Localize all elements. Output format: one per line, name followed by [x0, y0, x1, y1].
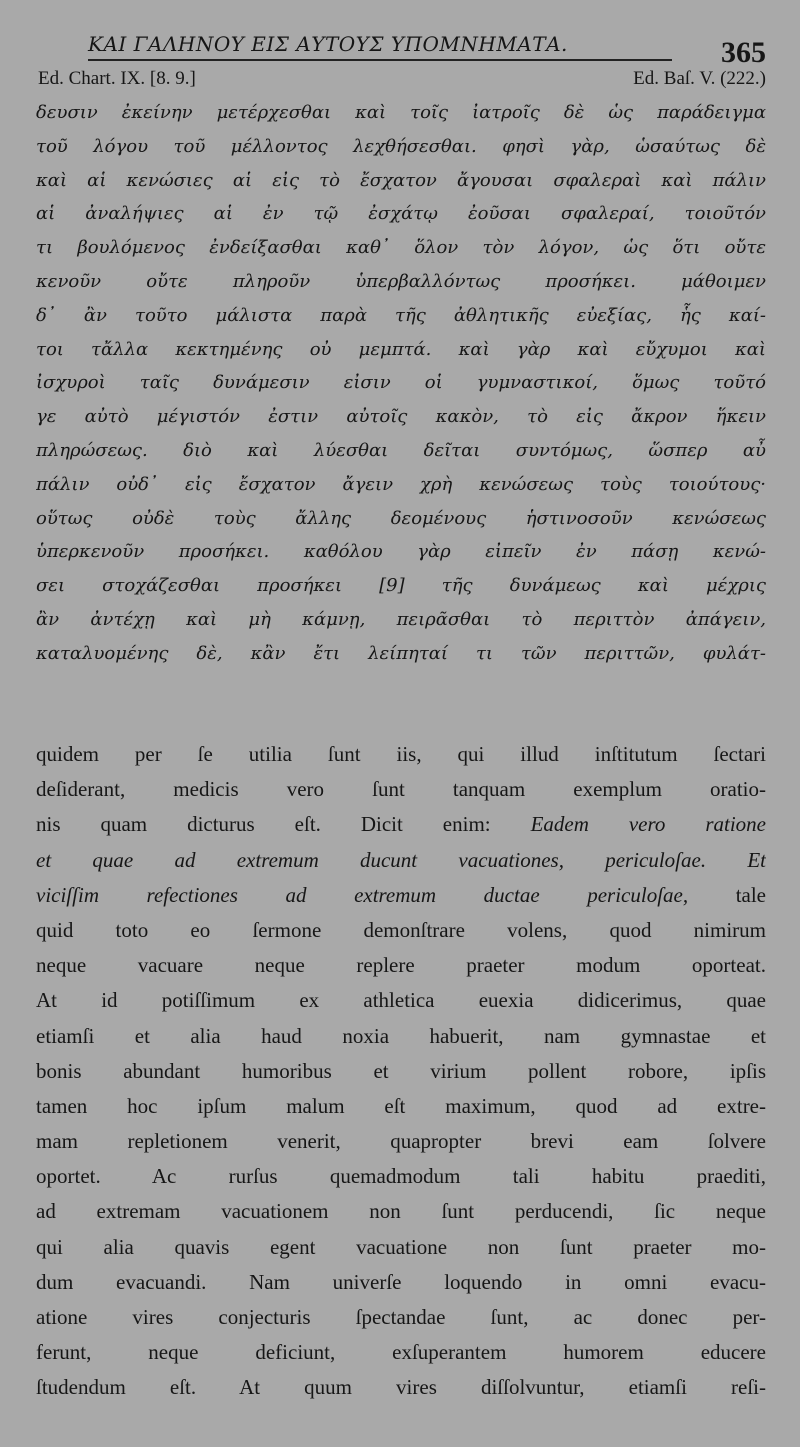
- latin-text-segment: qui alia quavis egent vacuatione non ſunt praeter mo-: [36, 1234, 766, 1259]
- latin-text-segment: bonis abundant humoribus et virium pollent robore, ipſis: [36, 1058, 766, 1083]
- latin-text-block: [36, 737, 766, 1406]
- latin-text-segment: oportet. Ac rurſus quemadmodum tali habitu praediti,: [36, 1164, 766, 1189]
- latin-text-segment: mam repletionem venerit, quapropter brevi eam ſolvere: [36, 1129, 766, 1154]
- latin-text-segment: tale: [688, 882, 766, 907]
- latin-text-segment: quid toto eo ſermone demonſtrare volens, quod nimirum: [36, 917, 766, 942]
- latin-text-segment: ad extremam vacuationem non ſunt perducendi, ſic neque: [36, 1199, 766, 1224]
- latin-text-line: [36, 807, 766, 842]
- running-head-rule: [88, 59, 672, 61]
- latin-text-line: [36, 1159, 766, 1194]
- latin-text-line: [36, 772, 766, 807]
- latin-text-segment: atione vires conjecturis ſpectandae ſunt, ac donec per-: [36, 1305, 766, 1329]
- edition-reference-left: Ed. Chart. IX. [8. 9.]: [38, 68, 196, 89]
- greek-text-line: γε αὐτὸ μέγιστόν ἐστιν αὐτοῖς κακὸν, τὸ εἰς ἄκρον ἥκειν: [36, 406, 766, 428]
- latin-text-line: [36, 878, 766, 913]
- greek-text-line: πάλιν οὐδ᾽ εἰς ἔσχατον ἄγειν χρὴ κενώσεως τοὺς τοιούτους·: [36, 473, 766, 495]
- latin-text-segment: tamen hoc ipſum malum eſt maximum, quod ad extre-: [36, 1093, 766, 1118]
- latin-text-line: [36, 1230, 766, 1265]
- greek-text-line: πληρώσεως. διὸ καὶ λύεσθαι δεῖται συντόμως, ὥσπερ αὖ: [36, 439, 766, 461]
- greek-text-line: ἂν ἀντέχῃ καὶ μὴ κάμνῃ, πειρᾶσθαι τὸ περιττὸν ἀπάγειν,: [36, 608, 766, 630]
- greek-text-line: δ᾽ ἂν τοῦτο μάλιστα παρὰ τῆς ἀθλητικῆς εὐεξίας, ἧς καί-: [36, 304, 766, 326]
- greek-text-line: κενοῦν οὔτε πληροῦν ὑπερβαλλόντως προσήκει. μάθοιμεν: [36, 270, 766, 292]
- latin-text-segment: deſiderant, medicis vero ſunt tanquam exemplum oratio-: [36, 777, 766, 802]
- latin-text-segment: nis quam dicturus eſt. Dicit enim:: [36, 812, 531, 837]
- latin-text-segment: neque vacuare neque replere praeter modum oporteat.: [36, 953, 766, 978]
- latin-text-line: [36, 1194, 766, 1229]
- greek-text-line: καὶ αἱ κενώσιες αἱ εἰς τὸ ἔσχατον ἄγουσαι σφαλεραὶ καὶ πάλιν: [36, 169, 766, 191]
- latin-text-line: [36, 983, 766, 1018]
- latin-text-line: [36, 1089, 766, 1124]
- edition-reference-right: Ed. Baſ. V. (222.): [633, 68, 766, 89]
- latin-text-line: [36, 1019, 766, 1054]
- latin-text-line: [36, 913, 766, 948]
- latin-text-segment: quidem per ſe utilia ſunt iis, qui illud inſtitutum ſectari: [36, 742, 766, 766]
- page-number: 365: [721, 36, 766, 69]
- latin-text-segment: ſtudendum eſt. At quum vires diſſolvuntur, etiamſi reſi-: [36, 1375, 766, 1400]
- greek-text-block: [36, 96, 766, 671]
- italic-quotation: Eadem vero ratione: [530, 812, 766, 837]
- latin-text-line: [36, 737, 766, 772]
- greek-text-line: τοι τἄλλα κεκτημένης οὐ μεμπτά. καὶ γὰρ καὶ εὔχυμοι καὶ: [36, 338, 766, 360]
- latin-text-line: [36, 948, 766, 983]
- latin-text-line: [36, 1300, 766, 1335]
- latin-text-segment: dum evacuandi. Nam univerſe loquendo in omni evacu-: [36, 1269, 766, 1294]
- latin-text-line: [36, 1265, 766, 1300]
- latin-text-line: [36, 1370, 766, 1405]
- greek-text-line: δευσιν ἐκείνην μετέρχεσθαι καὶ τοῖς ἰατροῖς δὲ ὡς παράδειγμα: [36, 102, 766, 123]
- latin-text-segment: ferunt, neque deficiunt, exſuperantem humorem educere: [36, 1340, 766, 1365]
- latin-text-line: [36, 1054, 766, 1089]
- running-head: [0, 30, 800, 70]
- greek-text-line: καταλυομένης δὲ, κἂν ἔτι λείπηταί τι τῶν περιττῶν, φυλάτ-: [36, 642, 766, 664]
- greek-text-line: τι βουλόμενος ἐνδείξασθαι καθ᾽ ὅλον τὸν λόγον, ὡς ὅτι οὔτε: [36, 237, 766, 259]
- greek-text-line: τοῦ λόγου τοῦ μέλλοντος λεχθήσεσθαι. φησὶ γὰρ, ὡσαύτως δὲ: [36, 135, 766, 157]
- greek-text-line: οὕτως οὐδὲ τοὺς ἄλλης δεομένους ἡστινοσοῦν κενώσεως: [36, 507, 766, 529]
- italic-quotation: viciſſim refectiones ad extremum ductae periculoſae,: [36, 882, 689, 907]
- latin-text-line: [36, 1124, 766, 1159]
- greek-text-line: σει στοχάζεσθαι προσήκει [9] τῆς δυνάμεως καὶ μέχρις: [36, 575, 766, 597]
- latin-text-segment: At id potiſſimum ex athletica euexia didicerimus, quae: [36, 988, 766, 1013]
- greek-text-line: ἰσχυροὶ ταῖς δυνάμεσιν εἰσιν οἱ γυμναστικοί, ὅμως τοῦτό: [36, 372, 766, 394]
- running-head-title: ΚΑΙ ΓΑΛΗΝΟΥ ΕΙΣ ΑΥΤΟΥΣ ΥΠΟΜΝΗΜΑΤΑ.: [88, 32, 568, 56]
- italic-quotation: et quae ad extremum ducunt vacuationes, periculoſae. Et: [36, 847, 766, 872]
- latin-text-line: [36, 843, 766, 878]
- greek-text-line: ὑπερκενοῦν προσήκει. καθόλου γὰρ εἰπεῖν ἐν πάσῃ κενώ-: [36, 541, 766, 563]
- greek-text-line: αἱ ἀναλήψιες αἱ ἐν τῷ ἐσχάτῳ ἐοῦσαι σφαλεραί, τοιοῦτόν: [36, 203, 766, 225]
- latin-text-segment: etiamſi et alia haud noxia habuerit, nam gymnastae et: [36, 1023, 766, 1048]
- latin-text-line: [36, 1335, 766, 1370]
